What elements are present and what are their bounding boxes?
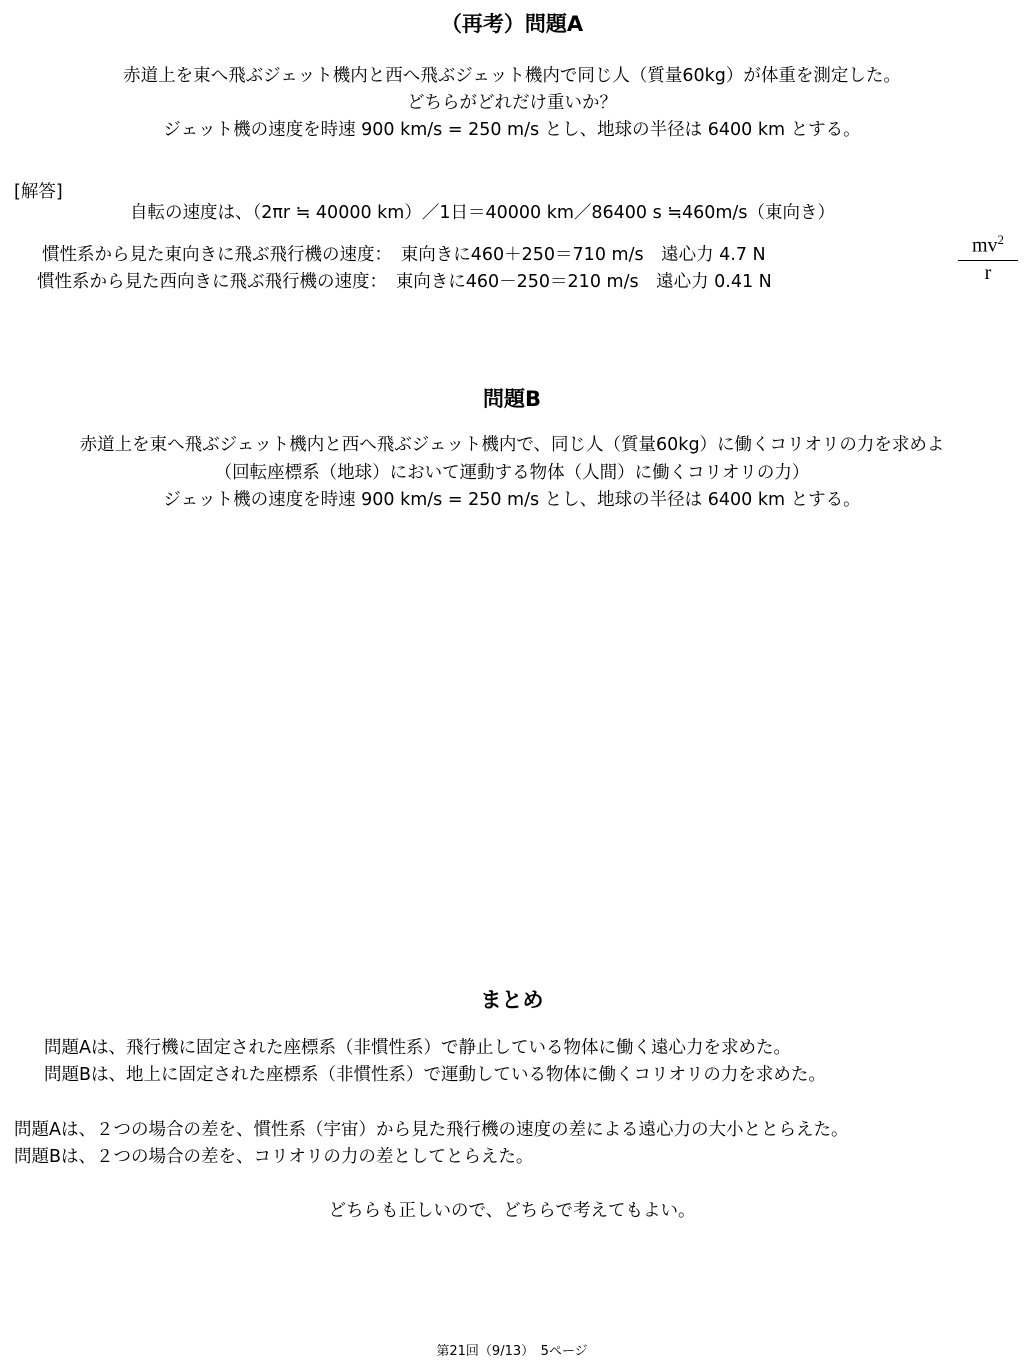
summary-line-4: 問題Bは、２つの場合の差を、コリオリの力の差としてとらえた。 — [14, 1147, 534, 1167]
summary-line-2: 問題Bは、地上に固定された座標系（非慣性系）で運動している物体に働くコリオリの力を求めた。 — [44, 1065, 826, 1085]
problem-b-line-1: 赤道上を東へ飛ぶジェット機内と西へ飛ぶジェット機内で、同じ人（質量60kg）に働くコリオリの力を求めよ — [79, 435, 945, 455]
problem-b-line-3: ジェット機の速度を時速 900 km/s = 250 m/s とし、地球の半径は 6400 km とする。 — [163, 490, 861, 510]
formula-numerator: mv — [971, 234, 998, 257]
centrifugal-formula — [958, 232, 1018, 285]
problem-a-title: （再考）問題A — [440, 12, 584, 36]
problem-b-line-2: （回転座標系（地球）において運動する物体（人間）に働くコリオリの力） — [214, 463, 810, 483]
summary-line-3: 問題Aは、２つの場合の差を、慣性系（宇宙）から見た飛行機の速度の差による遠心力の大小ととらえた。 — [14, 1120, 849, 1140]
formula-denominator: r — [984, 261, 992, 284]
problem-a-line-2: どちらがどれだけ重いか？ — [407, 93, 617, 113]
problem-a-line-3: ジェット機の速度を時速 900 km/s = 250 m/s とし、地球の半径は 6400 km とする。 — [163, 120, 861, 140]
summary-line-1: 問題Aは、飛行機に固定された座標系（非慣性系）で静止している物体に働く遠心力を求めた。 — [44, 1038, 791, 1058]
problem-a-line-1: 赤道上を東へ飛ぶジェット機内と西へ飛ぶジェット機内で同じ人（質量60kg）が体重を測定した。 — [123, 66, 901, 86]
formula-exponent: 2 — [997, 232, 1005, 247]
summary-line-5: どちらも正しいので、どちらで考えてもよい。 — [328, 1201, 696, 1221]
problem-b-title: 問題B — [482, 387, 541, 411]
west-flight-line: 慣性系から見た西向きに飛ぶ飛行機の速度： 東向きに460－250＝210 m/s 遠心力 0.41 N — [37, 272, 772, 292]
answer-label: [解答] — [14, 182, 63, 202]
page-footer: 第21回（9/13） 5ページ — [436, 1344, 588, 1359]
east-flight-line: 慣性系から見た東向きに飛ぶ飛行機の速度： 東向きに460＋250＝710 m/s 遠心力 4.7 N — [42, 245, 766, 265]
rotation-speed-line: 自転の速度は、（2πr ≒ 40000 km）／1日＝40000 km／86400 s ≒460m/s（東向き） — [130, 203, 835, 223]
summary-title: まとめ — [480, 988, 544, 1012]
